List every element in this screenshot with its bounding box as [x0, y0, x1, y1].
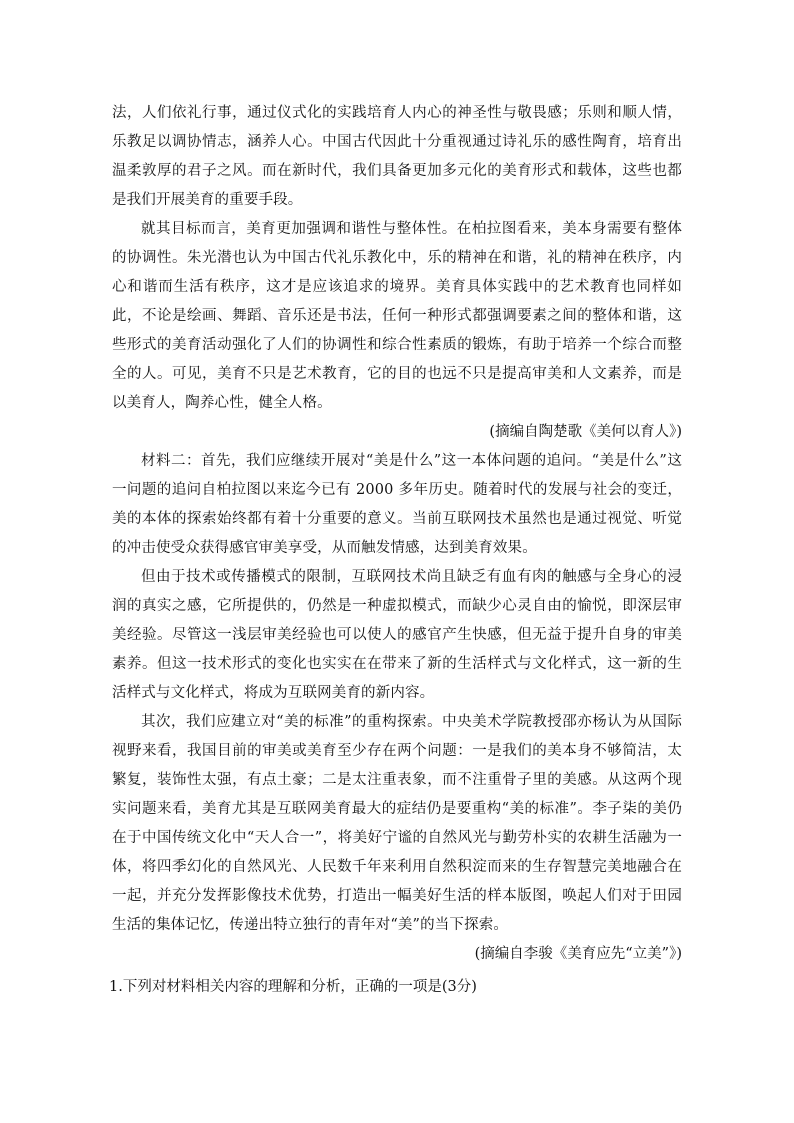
material-one-paragraph-1: 法，人们依礼行事，通过仪式化的实践培育人内心的神圣性与敬畏感；乐则和顺人情，乐教足以调协情志，涵养人心。中国古代因此十分重视通过诗礼乐的感性陶育，培育出温柔敦厚的君子之风。而在新时代，我们具备更加多元化的美育形式和载体，这些也都是我们开展美育的重要手段。: [112, 105, 682, 208]
material-two-source: (摘编自李骏《美育应先“立美”》): [474, 946, 682, 962]
document-page: [109, 99, 682, 1002]
question-1-stem: 1.下列对材料相关内容的理解和分析，正确的一项是(3分): [109, 979, 477, 995]
material-two-paragraph-1: 材料二：首先，我们应继续开展对“美是什么”这一本体问题的追问。“美是什么”这一问题的追问自柏拉图以来迄今已有 2000 多年历史。随着时代的发展与社会的变迁，美的本体的探索始终都有着十分重要的意义。当前互联网技术虽然也是通过视觉、听觉的冲击使受众获得感官审美享受，从而触发情感，达到美育效果。: [112, 453, 682, 556]
material-two-paragraph-3: 其次，我们应建立对“美的标准”的重构探索。中央美术学院教授邵亦杨认为从国际视野来看，我国目前的审美或美育至少存在两个问题：一是我们的美本身不够简洁，太繁复，装饰性太强，有点土豪；二是太注重表象，而不注重骨子里的美感。从这两个现实问题来看，美育尤其是互联网美育最大的症结仍是要重构“美的标准”。李子柒的美仍在于中国传统文化中“天人合一”，将美好宁谧的自然风光与勤劳朴实的农耕生活融为一体，将四季幻化的自然风光、人民数千年来利用自然积淀而来的生存智慧完美地融合在一起，并充分发挥影像技术优势，打造出一幅美好生活的样本版图，唤起人们对于田园生活的集体记忆，传递出特立独行的青年对“美”的当下探索。: [112, 714, 682, 933]
material-one-paragraph-2: 就其目标而言，美育更加强调和谐性与整体性。在柏拉图看来，美本身需要有整体的协调性。朱光潜也认为中国古代礼乐教化中，乐的精神在和谐，礼的精神在秩序，内心和谐而生活有秩序，这才是应该追求的境界。美育具体实践中的艺术教育也同样如此，不论是绘画、舞蹈、音乐还是书法，任何一种形式都强调要素之间的整体和谐，这些形式的美育活动强化了人们的协调性和综合性素质的锻炼，有助于培养一个综合而整全的人。可见，美育不只是艺术教育，它的目的也远不只是提高审美和人文素养，而是以美育人，陶养心性，健全人格。: [112, 221, 682, 411]
material-two-paragraph-2: 但由于技术或传播模式的限制，互联网技术尚且缺乏有血有肉的触感与全身心的浸润的真实之感，它所提供的，仍然是一种虚拟模式，而缺少心灵自由的愉悦，即深层审美经验。尽管这一浅层审美经验也可以使人的感官产生快感，但无益于提升自身的审美素养。但这一技术形式的变化也实实在在带来了新的生活样式与文化样式，这一新的生活样式与文化样式，将成为互联网美育的新内容。: [112, 569, 682, 701]
material-one-source: (摘编自陶楚歌《美何以育人》): [489, 424, 682, 440]
